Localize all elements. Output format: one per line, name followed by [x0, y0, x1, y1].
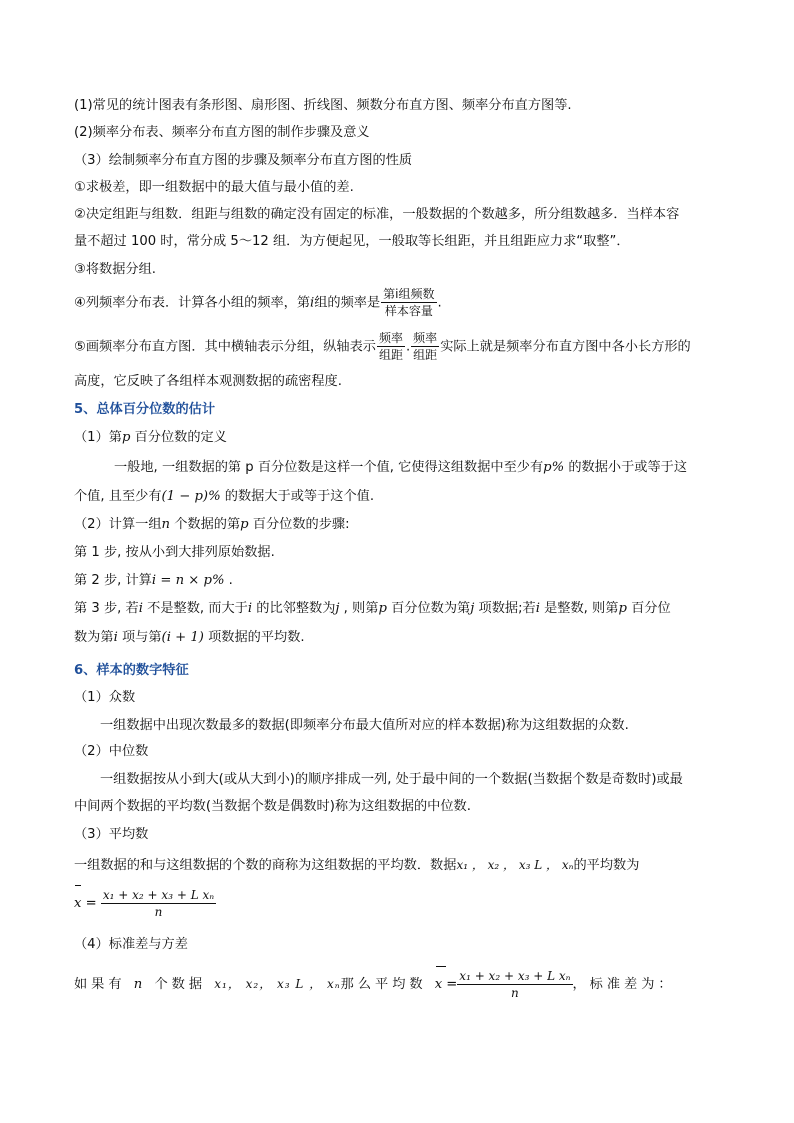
- section-heading-6: 6、样本的数字特征: [74, 663, 189, 678]
- text: 项与第: [117, 630, 162, 645]
- step-range: ①求极差，即一组数据中的最大值与最小值的差.: [74, 180, 354, 195]
- text: 组的频率是: [314, 295, 381, 311]
- mode-description: 一组数据中出现次数最多的数据(即频率分布最大值所对应的样本数据)称为这组数据的众数.: [100, 718, 629, 733]
- percentile-step-2: [74, 571, 726, 591]
- text: 数为第: [74, 630, 114, 645]
- subheading-mode: （1）众数: [74, 690, 136, 705]
- step-histogram: [74, 330, 726, 365]
- math-var: p: [121, 430, 131, 445]
- math-var: p: [240, 517, 249, 532]
- text: 项数据;若: [474, 601, 536, 616]
- text: .: [405, 339, 411, 355]
- text: 的数据小于或等于这: [564, 460, 688, 475]
- fraction-denominator: n: [154, 904, 163, 919]
- math-var: i: [113, 630, 118, 645]
- mean-fraction: [101, 887, 216, 920]
- text: ⑤画频率分布直方图．其中横轴表示分组，纵轴表示: [74, 339, 376, 355]
- mean-symbol: x: [74, 886, 81, 922]
- text: 不是整数, 而大于: [142, 601, 248, 616]
- std-description: [74, 966, 726, 1003]
- math-vars: x₁， x₂， x₃ L ， xₙ: [214, 977, 341, 991]
- equals: =: [85, 896, 97, 911]
- text: , 则第: [339, 601, 379, 616]
- fraction-denominator: n: [511, 985, 519, 1000]
- math-var: j: [335, 601, 340, 616]
- fraction-denominator: 样本容量: [384, 304, 433, 318]
- math-var: i: [138, 601, 143, 616]
- text: 一般地, 一组数据的第 p 百分位数是这样一个值, 它使得这组数据中至少有: [114, 460, 544, 475]
- equals: =: [446, 977, 458, 992]
- percentile-step-3b: [74, 628, 726, 648]
- text-line-1: (1)常见的统计图表有条形图、扇形图、折线图、频数分布直方图、频率分布直方图等.: [74, 98, 572, 113]
- math-var: i = n × p%: [151, 573, 225, 588]
- math-var: n: [133, 977, 147, 992]
- subheading-median: （2）中位数: [74, 744, 149, 759]
- text: 一组数据的和与这组数据的个数的商称为这组数据的平均数．数据: [74, 858, 457, 873]
- math-var: i: [310, 295, 315, 311]
- text-line-10: 高度，它反映了各组样本观测数据的疏密程度.: [74, 374, 342, 389]
- percentile-step-3a: [74, 599, 726, 619]
- percentile-definition-b: [74, 487, 726, 507]
- fraction-denominator: 组距: [378, 348, 403, 362]
- fraction-numerator: 频率: [413, 331, 438, 345]
- math-var: i: [247, 601, 253, 616]
- math-var: n: [161, 517, 171, 532]
- text: 的数据大于或等于这个值.: [220, 489, 375, 504]
- text: 个数据: [154, 977, 207, 992]
- subheading-mean: （3）平均数: [74, 827, 149, 842]
- text: 的平均数为: [573, 858, 640, 873]
- mean-symbol: x: [435, 967, 446, 1003]
- text: 百分位数为第: [386, 601, 471, 616]
- mean-formula: [74, 886, 726, 922]
- text: 百分位数的定义: [130, 430, 227, 445]
- percentile-definition-a: [114, 458, 726, 478]
- fraction: [377, 330, 405, 363]
- math-var: (1 − p)%: [161, 489, 221, 504]
- text-line-3: （3）绘制频率分布直方图的步骤及频率分布直方图的性质: [74, 153, 413, 168]
- text: 的比邻整数为: [252, 601, 336, 616]
- text: 第 3 步, 若: [74, 601, 139, 616]
- step-groups-b: 量不超过 100 时，常分成 5～12 组．为方便起见，一般取等长组距，并且组距应力求“取整”．: [74, 234, 630, 249]
- section-heading-5: 5、总体百分位数的估计: [74, 402, 216, 417]
- text: 百分位: [626, 601, 671, 616]
- text: 项数据的平均数.: [203, 630, 305, 645]
- fraction-numerator: x₁ + x₂ + x₃ + L xₙ: [102, 887, 215, 902]
- subheading-percentile-steps: [74, 515, 726, 535]
- text: 个值, 且至少有: [74, 489, 162, 504]
- text: .: [224, 573, 233, 588]
- fraction-denominator: 组距: [413, 348, 438, 362]
- text: .: [437, 295, 442, 311]
- text: 如果有: [74, 977, 126, 992]
- math-var: p: [618, 601, 627, 616]
- mean-description: [74, 855, 726, 876]
- step-groups-a: ②决定组距与组数．组距与组数的确定没有固定的标准，一般数据的个数越多，所分组数越多．当样本容: [74, 207, 680, 222]
- percentile-step-1: 第 1 步, 按从小到大排列原始数据.: [74, 545, 275, 560]
- text: 百分位数的步骤:: [248, 517, 350, 532]
- text: ，标准差为：: [572, 977, 676, 992]
- math-var: p%: [543, 460, 565, 475]
- fraction-numerator: x₁ + x₂ + x₃ + L xₙ: [459, 968, 571, 983]
- fraction: [411, 330, 439, 363]
- text: 那么平均数: [340, 977, 427, 992]
- math-var: p: [378, 601, 387, 616]
- median-description-a: 一组数据按从小到大(或从大到小)的顺序排成一列, 处于最中间的一个数据(当数据个数是奇数时)或最: [100, 772, 683, 787]
- text: ④列频率分布表．计算各小组的频率，第: [74, 295, 311, 311]
- math-vars: x₁ ， x₂ ， x₃ L ， xₙ: [456, 858, 574, 872]
- mean-fraction: [457, 968, 572, 1001]
- math-var: j: [470, 601, 475, 616]
- step-split: ③将数据分组.: [74, 262, 156, 277]
- median-description-b: 中间两个数据的平均数(当数据个数是偶数时)称为这组数据的中位数.: [74, 799, 471, 814]
- text-line-2: (2)频率分布表、频率分布直方图的制作步骤及意义: [74, 125, 370, 140]
- math-var: i: [535, 601, 540, 616]
- text: 第 2 步, 计算: [74, 573, 152, 588]
- text: （1）第: [74, 430, 122, 445]
- step-frequency-table: [74, 286, 726, 321]
- fraction-numerator: 频率: [378, 331, 403, 345]
- math-var: (i + 1): [161, 630, 204, 645]
- fraction-numerator: 第i组频数: [383, 287, 435, 301]
- text: 实际上就是频率分布直方图中各小长方形的: [440, 339, 691, 355]
- frequency-fraction: [381, 286, 436, 319]
- text: 是整数, 则第: [539, 601, 619, 616]
- text: （2）计算一组: [74, 517, 162, 532]
- subheading-percentile-def: [74, 428, 726, 448]
- text: 个数据的第: [170, 517, 241, 532]
- subheading-std-variance: （4）标准差与方差: [74, 937, 188, 952]
